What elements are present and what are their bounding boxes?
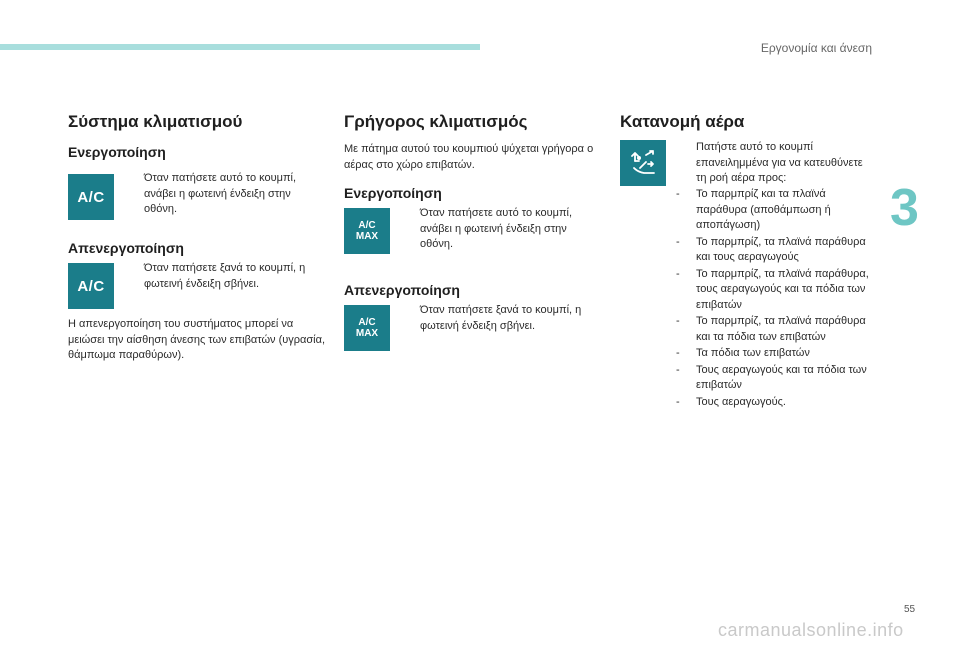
section-title-air-distribution: Κατανομή αέρα [620, 112, 745, 131]
ac-max-button [344, 208, 390, 254]
list-item-text: Το παρμπρίζ, τα πλαϊνά παράθυρα και τα πόδια των επιβατών [696, 315, 866, 343]
list-item [676, 346, 876, 362]
activation-heading: Ενεργοποίηση [68, 144, 166, 160]
max-activation-text: Όταν πατήσετε αυτό το κουμπί, ανάβει η φωτεινή ένδειξη στην οθόνη. [420, 207, 573, 250]
list-item-text: Τα πόδια των επιβατών [696, 347, 810, 359]
max-deactivation-instruction [400, 303, 596, 334]
ac-max-button-off [344, 305, 390, 351]
list-item-text: Τους αεραγωγούς. [696, 395, 786, 408]
max-ac-intro: Με πάτημα αυτού του κουμπιού ψύχεται γρήγορα ο αέρας στο χώρο επιβατών. [344, 143, 594, 171]
section-title-max-ac: Γρήγορος κλιματισμός [344, 112, 528, 131]
air-distribution-button [620, 140, 666, 186]
ac-button-label: A/C [77, 188, 105, 206]
air-distribution-intro: Πατήστε αυτό το κουμπί επανειλημμένα για να κατευθύνετε τη ροή αέρα προς: [696, 141, 863, 184]
deactivation-note: Η απενεργοποίηση του συστήματος μπορεί να μειώσει την αίσθηση άνεσης των επιβατών (υγρασία, θάμπωμα παραθύρων). [68, 318, 326, 361]
air-distribution-options [676, 187, 876, 411]
max-activation-instruction [400, 206, 596, 253]
max-deactivation-heading: Απενεργοποίηση [344, 282, 460, 298]
chapter-number: 3 [890, 179, 919, 237]
ac-button-off [68, 263, 114, 309]
air-distribution-icon [626, 146, 660, 180]
deactivation-instruction [124, 261, 322, 292]
list-item-text: Το παρμπρίζ και τα πλαϊνά παράθυρα (αποθάμπωση ή αποπάγωση) [696, 188, 831, 231]
dash-icon: - [676, 347, 680, 359]
ac-button [68, 174, 114, 220]
list-item-text: Το παρμπρίζ, τα πλαϊνά παράθυρα, τους αεραγωγούς και τα πόδια των επιβατών [696, 267, 869, 311]
dash-icon: - [676, 267, 680, 280]
dash-icon: - [676, 235, 680, 248]
list-item [676, 267, 876, 314]
list-item [676, 395, 876, 411]
dash-icon: - [676, 188, 680, 200]
page-number: 55 [904, 604, 916, 615]
activation-text: Όταν πατήσετε αυτό το κουμπί, ανάβει η φωτεινή ένδειξη στην οθόνη. [144, 172, 297, 215]
ac-max-line1: A/C [358, 220, 376, 231]
dash-icon: - [676, 315, 680, 327]
page-header: Εργονομία και άνεση [760, 41, 872, 55]
ac-max-off-line1: A/C [358, 317, 376, 328]
air-distribution-instruction [676, 140, 876, 187]
activation-instruction [124, 171, 322, 218]
max-deactivation-text: Όταν πατήσετε ξανά το κουμπί, η φωτεινή ένδειξη σβήνει. [420, 304, 582, 332]
dash-icon: - [676, 363, 680, 376]
list-item [676, 314, 876, 345]
deactivation-text: Όταν πατήσετε ξανά το κουμπί, η φωτεινή ένδειξη σβήνει. [144, 262, 306, 290]
top-accent-bar [0, 44, 480, 50]
list-item [676, 187, 876, 234]
dash-icon: - [676, 395, 680, 408]
deactivation-heading: Απενεργοποίηση [68, 240, 184, 256]
list-item-text: Το παρμπρίζ, τα πλαϊνά παράθυρα και τους αεραγωγούς [696, 235, 866, 263]
list-item-text: Τους αεραγωγούς και τα πόδια των επιβατών [696, 363, 867, 391]
ac-button-off-label: A/C [77, 277, 105, 295]
ac-max-line2: MAX [355, 231, 379, 242]
watermark[interactable]: carmanualsonline.info [718, 620, 904, 640]
list-item [676, 363, 876, 394]
ac-max-off-line2: MAX [355, 328, 379, 339]
list-item [676, 235, 876, 266]
max-activation-heading: Ενεργοποίηση [344, 185, 442, 201]
section-title-ac: Σύστημα κλιματισμού [68, 112, 243, 131]
